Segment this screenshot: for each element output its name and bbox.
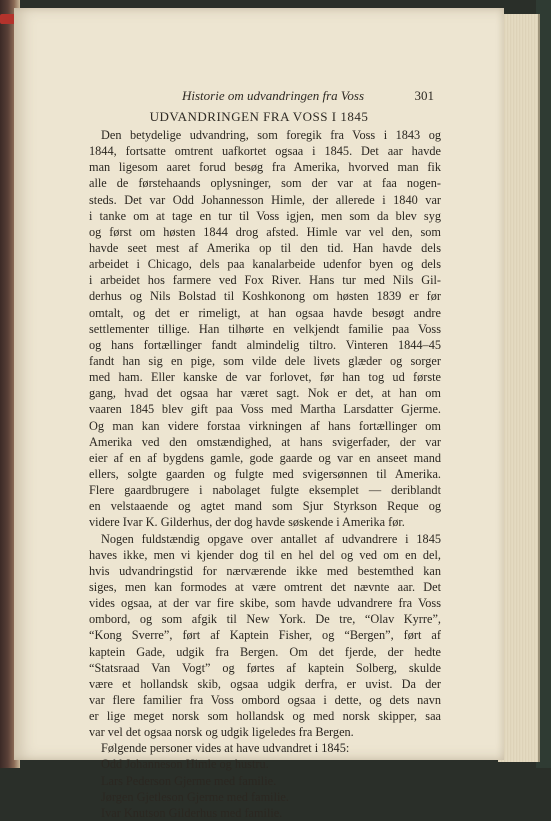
text-line: omtalt, og det er rimeligt, at han ogsaa havde besøgt andre (89, 305, 441, 320)
text-line: en velstaaende og agtet mand som Sjur Styrkson Reque og (89, 499, 441, 514)
text-line: var vel det ogsaa norsk og udgik ligeledes fra Bergen. (89, 725, 354, 740)
text-line: var flere familier fra Voss ombord ogsaa i dette, og dets navn (89, 692, 441, 707)
text-line: steds. Det var Odd Johannesson Himle, der allerede i 1840 var (89, 192, 441, 207)
running-head-title: Historie om udvandringen fra Voss (182, 88, 364, 103)
text-line: derhus og Nils Bolstad til Koshkonong om høsten 1839 er før (89, 289, 441, 304)
book-page (14, 8, 504, 820)
emigrant-name: Ivar Knutson Gilderhus med familie. (101, 805, 283, 820)
text-line: gang, hvad det ogsaa har været sagt. Nok er det, at han om (89, 386, 441, 401)
text-line: siges, men kan formodes at være omtrent det nævnte aar. Det (89, 579, 441, 594)
text-line: Flere gaardbrugere i nabolaget fulgte eksemplet — deriblandt (89, 483, 441, 498)
text-line: i arbeidet hos farmere ved Fox River. Hans tur med Nils Gil- (89, 273, 441, 288)
text-line: Amerika ved den omstændighed, at hans svigerfader, der var (89, 434, 441, 449)
emigrant-name: Odd Johanneson Himle og hustru. (101, 757, 269, 772)
text-line: vides ogsaa, at der var fire skibe, som havde udvandrere fra Voss (89, 596, 441, 611)
text-line: haves ikke, men vi kjender dog til en hel del og ved om en del, (89, 547, 441, 562)
text-line: i tanke om at tage en tur til Voss igjen, men som da blev syg (89, 208, 441, 223)
text-line: være et hollandsk skib, ogsaa udgik derfra, er uvist. Da der (89, 676, 441, 691)
text-line: eier af en af bygdens gamle, gode gaarde og var en anseet mand (89, 450, 441, 465)
text-line: Følgende personer vides at have udvandret i 1845: (101, 741, 350, 756)
text-line: ellers, solgte gaarden og fulgte med svigersønnen til Amerika. (89, 466, 441, 481)
page-edges (498, 14, 540, 762)
text-line: “Statsraad Van Vogt” og førtes af kaptein Solberg, skulde (89, 660, 441, 675)
text-line: videre Ivar K. Gilderhus, der dog havde søskende i Amerika før. (89, 515, 405, 530)
text-line: 1844, fortsatte omtrent uafkortet ogsaa i 1845. Det aar havde (89, 144, 441, 159)
text-line: og først om høsten 1844 drog afsted. Himle var vel den, som (89, 224, 441, 239)
text-line: hvis udvandringstid for nærværende ikke med bestemthed kan (89, 563, 441, 578)
emigrant-name: Jørgen Gjetleson Gjerme med familie. (101, 789, 289, 804)
text-line: man ligesom aaret forud besøg fra Amerika, hvorved man fik (89, 160, 441, 175)
body-text (89, 127, 441, 821)
text-line: vaaren 1845 blev gift paa Voss med Martha Larsdatter Gjerme. (89, 402, 441, 417)
text-line: alle de førstehaands oplysninger, som der var at faa nogen- (89, 176, 441, 191)
text-line: Den betydelige udvandring, som foregik fra Voss i 1843 og (101, 128, 441, 142)
text-line: med ham. Eller kanske de var forlovet, før han tog ud første (89, 370, 441, 385)
emigrant-name: Lars Pederson Gjerme med familie. (101, 773, 277, 788)
chapter-title: UDVANDRINGEN FRA VOSS I 1845 (149, 109, 369, 124)
text-line: “Kong Sverre”, ført af Kaptein Fisher, og “Bergen”, ført af (89, 628, 441, 643)
text-line: ombord, og som afgik til New York. De tre, “Olav Kyrre”, (89, 612, 441, 627)
text-line: kaptein Gade, udgik fra Bergen. Om det fjerde, der hedte (89, 644, 441, 659)
text-line: er lige meget norsk som hollandsk og med norsk skipper, saa (89, 709, 441, 724)
text-line: arbeidet i Chicago, dels paa kanalarbeide udenfor byen og dels (89, 257, 441, 272)
text-line: settlementer tillige. Han tilhørte en velkjendt familie paa Voss (89, 321, 441, 336)
page-number: 301 (414, 88, 434, 103)
text-line: Nogen fuldstændig opgave over antallet af udvandrere i 1845 (101, 531, 441, 546)
text-line: og hans fortællinger fandt almindelig tiltro. Vinteren 1844–45 (89, 337, 441, 352)
text-line: fandt han sig en pige, som vilde dele livets glæder og sorger (89, 353, 441, 368)
running-head (94, 88, 434, 106)
text-line: Og man kan videre forstaa virkningen af hans fortællinger om (89, 418, 441, 433)
text-line: havde seet mest af Amerika op til den tid. Han havde dels (89, 240, 441, 255)
